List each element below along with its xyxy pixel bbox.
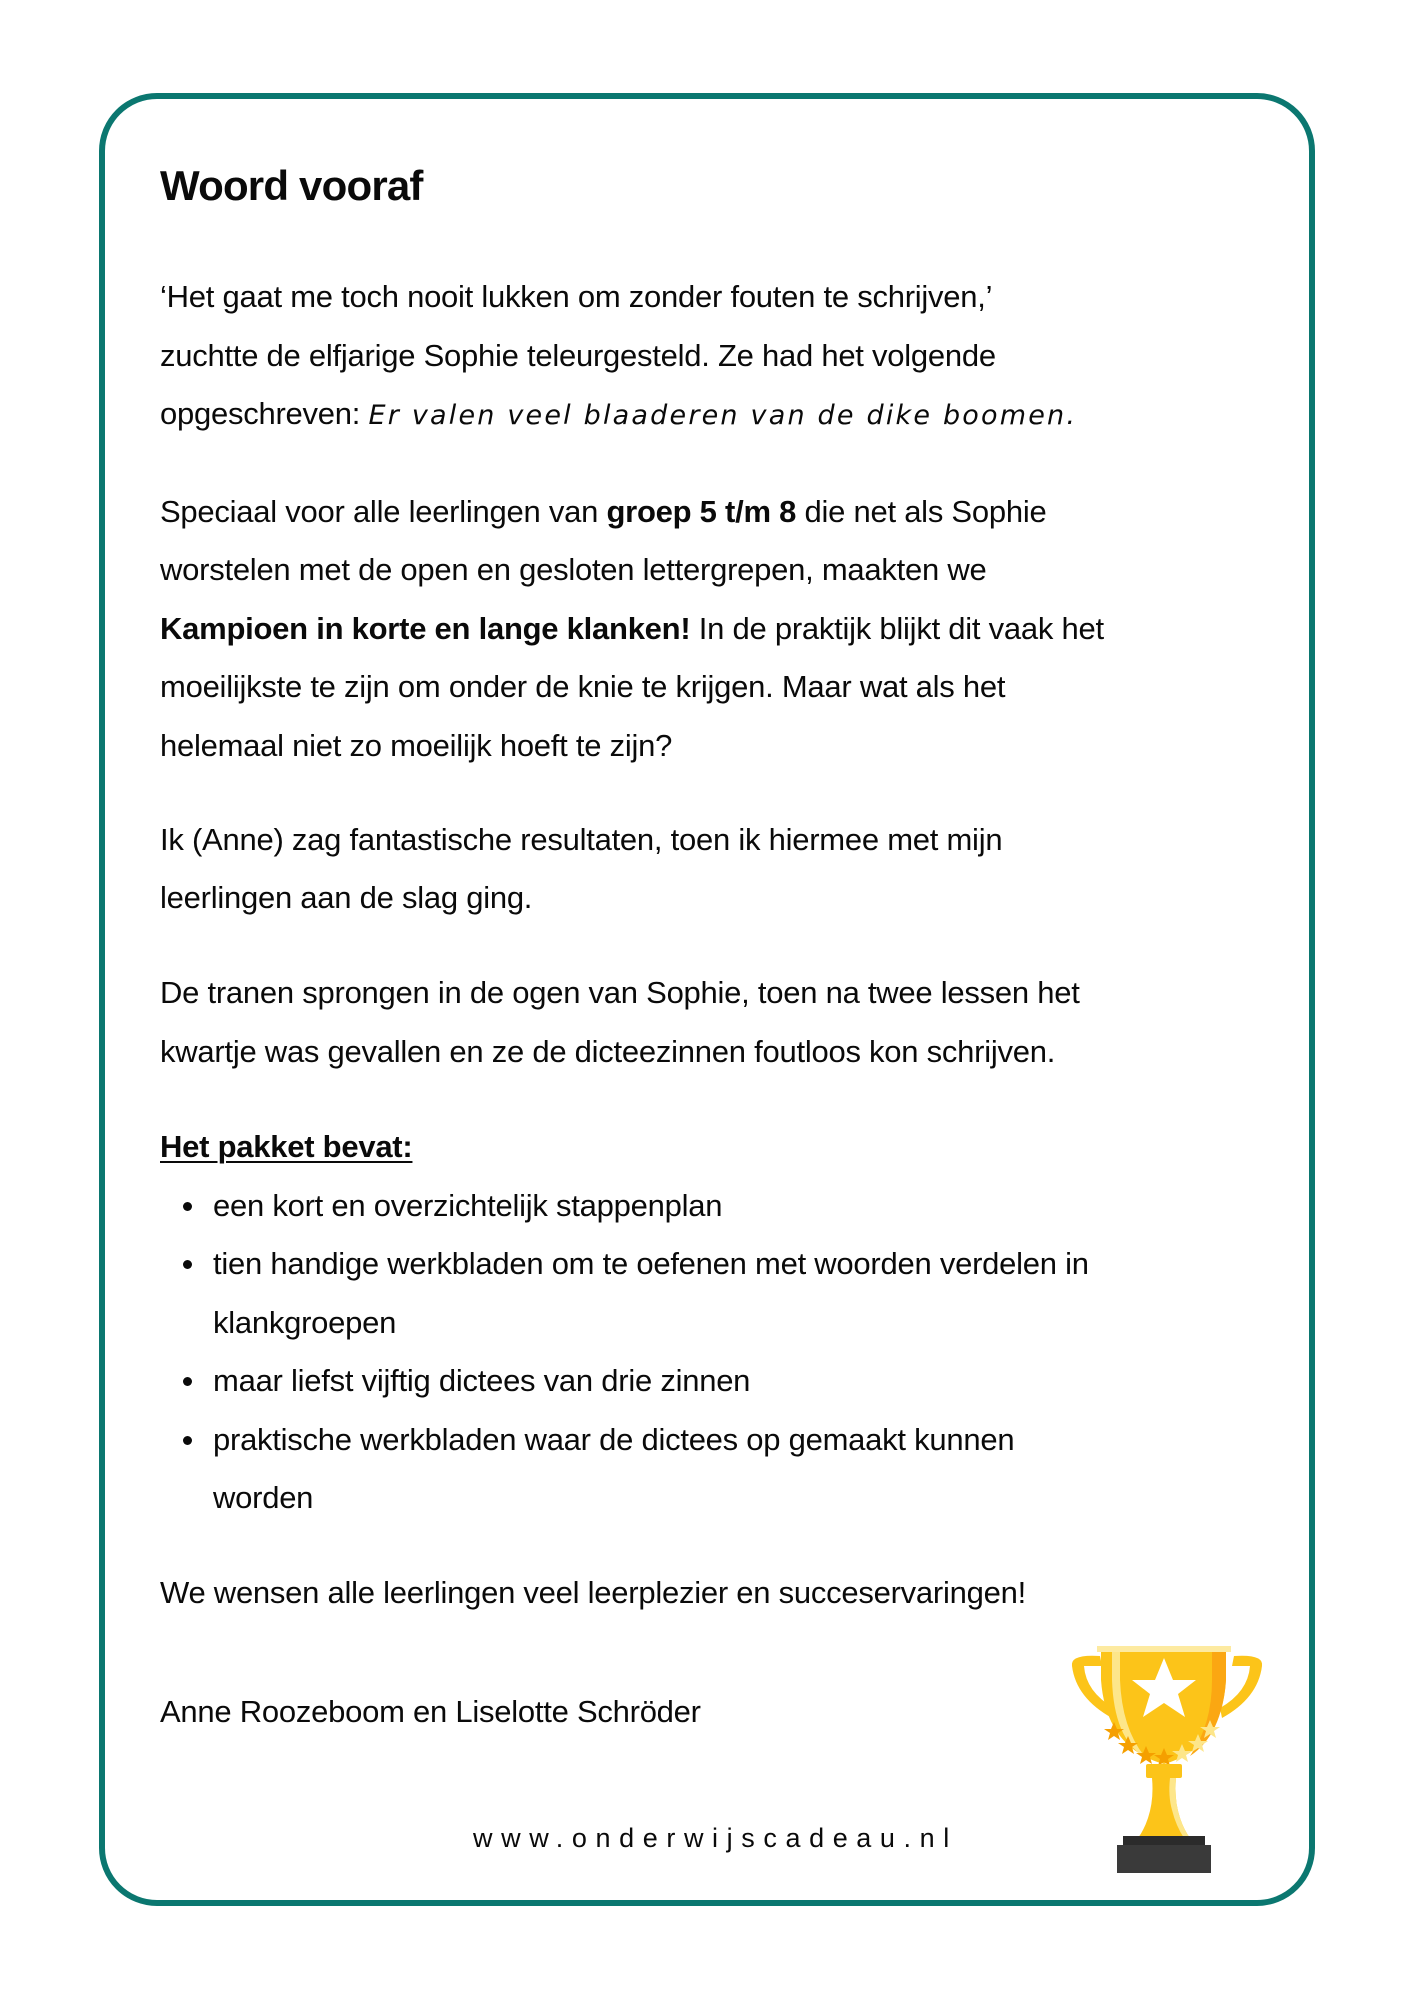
product-name-bold: Kampioen in korte en lange klanken! xyxy=(160,611,691,646)
page-title: Woord vooraf xyxy=(160,162,423,209)
special-line-5: helemaal niet zo moeilijk hoeft te zijn? xyxy=(160,728,673,763)
group-range-bold: groep 5 t/m 8 xyxy=(606,494,797,529)
trophy-icon xyxy=(1062,1640,1272,1880)
special-line-4: moeilijkste te zijn om onder de knie te krijgen. Maar wat als het xyxy=(160,669,1006,704)
package-item-2: tien handige werkbladen om te oefenen met woorden verdelen in xyxy=(213,1246,1089,1281)
package-item-4-cont: worden xyxy=(213,1480,314,1515)
special-line-2: worstelen met de open en gesloten lettergrepen, maakten we xyxy=(160,552,987,587)
bullet-icon xyxy=(183,1436,192,1445)
authors: Anne Roozeboom en Liselotte Schröder xyxy=(160,1694,701,1729)
bullet-icon xyxy=(183,1202,192,1211)
tears-line-1: De tranen sprongen in de ogen van Sophie, toen na twee lessen het xyxy=(160,975,1080,1010)
closing-wish: We wensen alle leerlingen veel leerplezier en succeservaringen! xyxy=(160,1575,1026,1610)
anne-line-1: Ik (Anne) zag fantastische resultaten, toen ik hiermee met mijn xyxy=(160,822,1003,857)
package-item-2-cont: klankgroepen xyxy=(213,1305,397,1340)
anne-line-2: leerlingen aan de slag ging. xyxy=(160,880,533,915)
special-text: In de praktijk blijkt dit vaak het xyxy=(690,611,1104,646)
handwritten-example-sentence: Er valen veel blaaderen van de dike boomen. xyxy=(368,400,1078,431)
tears-line-2: kwartje was gevallen en ze de dicteezinnen foutloos kon schrijven. xyxy=(160,1034,1056,1069)
special-text: die net als Sophie xyxy=(796,494,1047,529)
intro-line-2: zuchtte de elfjarige Sophie teleurgesteld. Ze had het volgende xyxy=(160,338,996,373)
special-text: Speciaal voor alle leerlingen van xyxy=(160,494,607,529)
package-heading: Het pakket bevat: xyxy=(160,1129,413,1164)
intro-line-3-prefix: opgeschreven: xyxy=(160,396,369,431)
package-item-3: maar liefst vijftig dictees van drie zinnen xyxy=(213,1363,751,1398)
package-item-1: een kort en overzichtelijk stappenplan xyxy=(213,1188,723,1223)
bullet-icon xyxy=(183,1260,192,1269)
special-line-3 xyxy=(160,613,1104,644)
bullet-icon xyxy=(183,1377,192,1386)
special-line-1 xyxy=(160,496,1046,527)
website-url[interactable]: www.onderwijscadeau.nl xyxy=(473,1823,958,1853)
intro-line-3 xyxy=(160,398,1077,429)
intro-line-1: ‘Het gaat me toch nooit lukken om zonder fouten te schrijven,’ xyxy=(160,279,993,314)
package-item-4: praktische werkbladen waar de dictees op gemaakt kunnen xyxy=(213,1422,1015,1457)
